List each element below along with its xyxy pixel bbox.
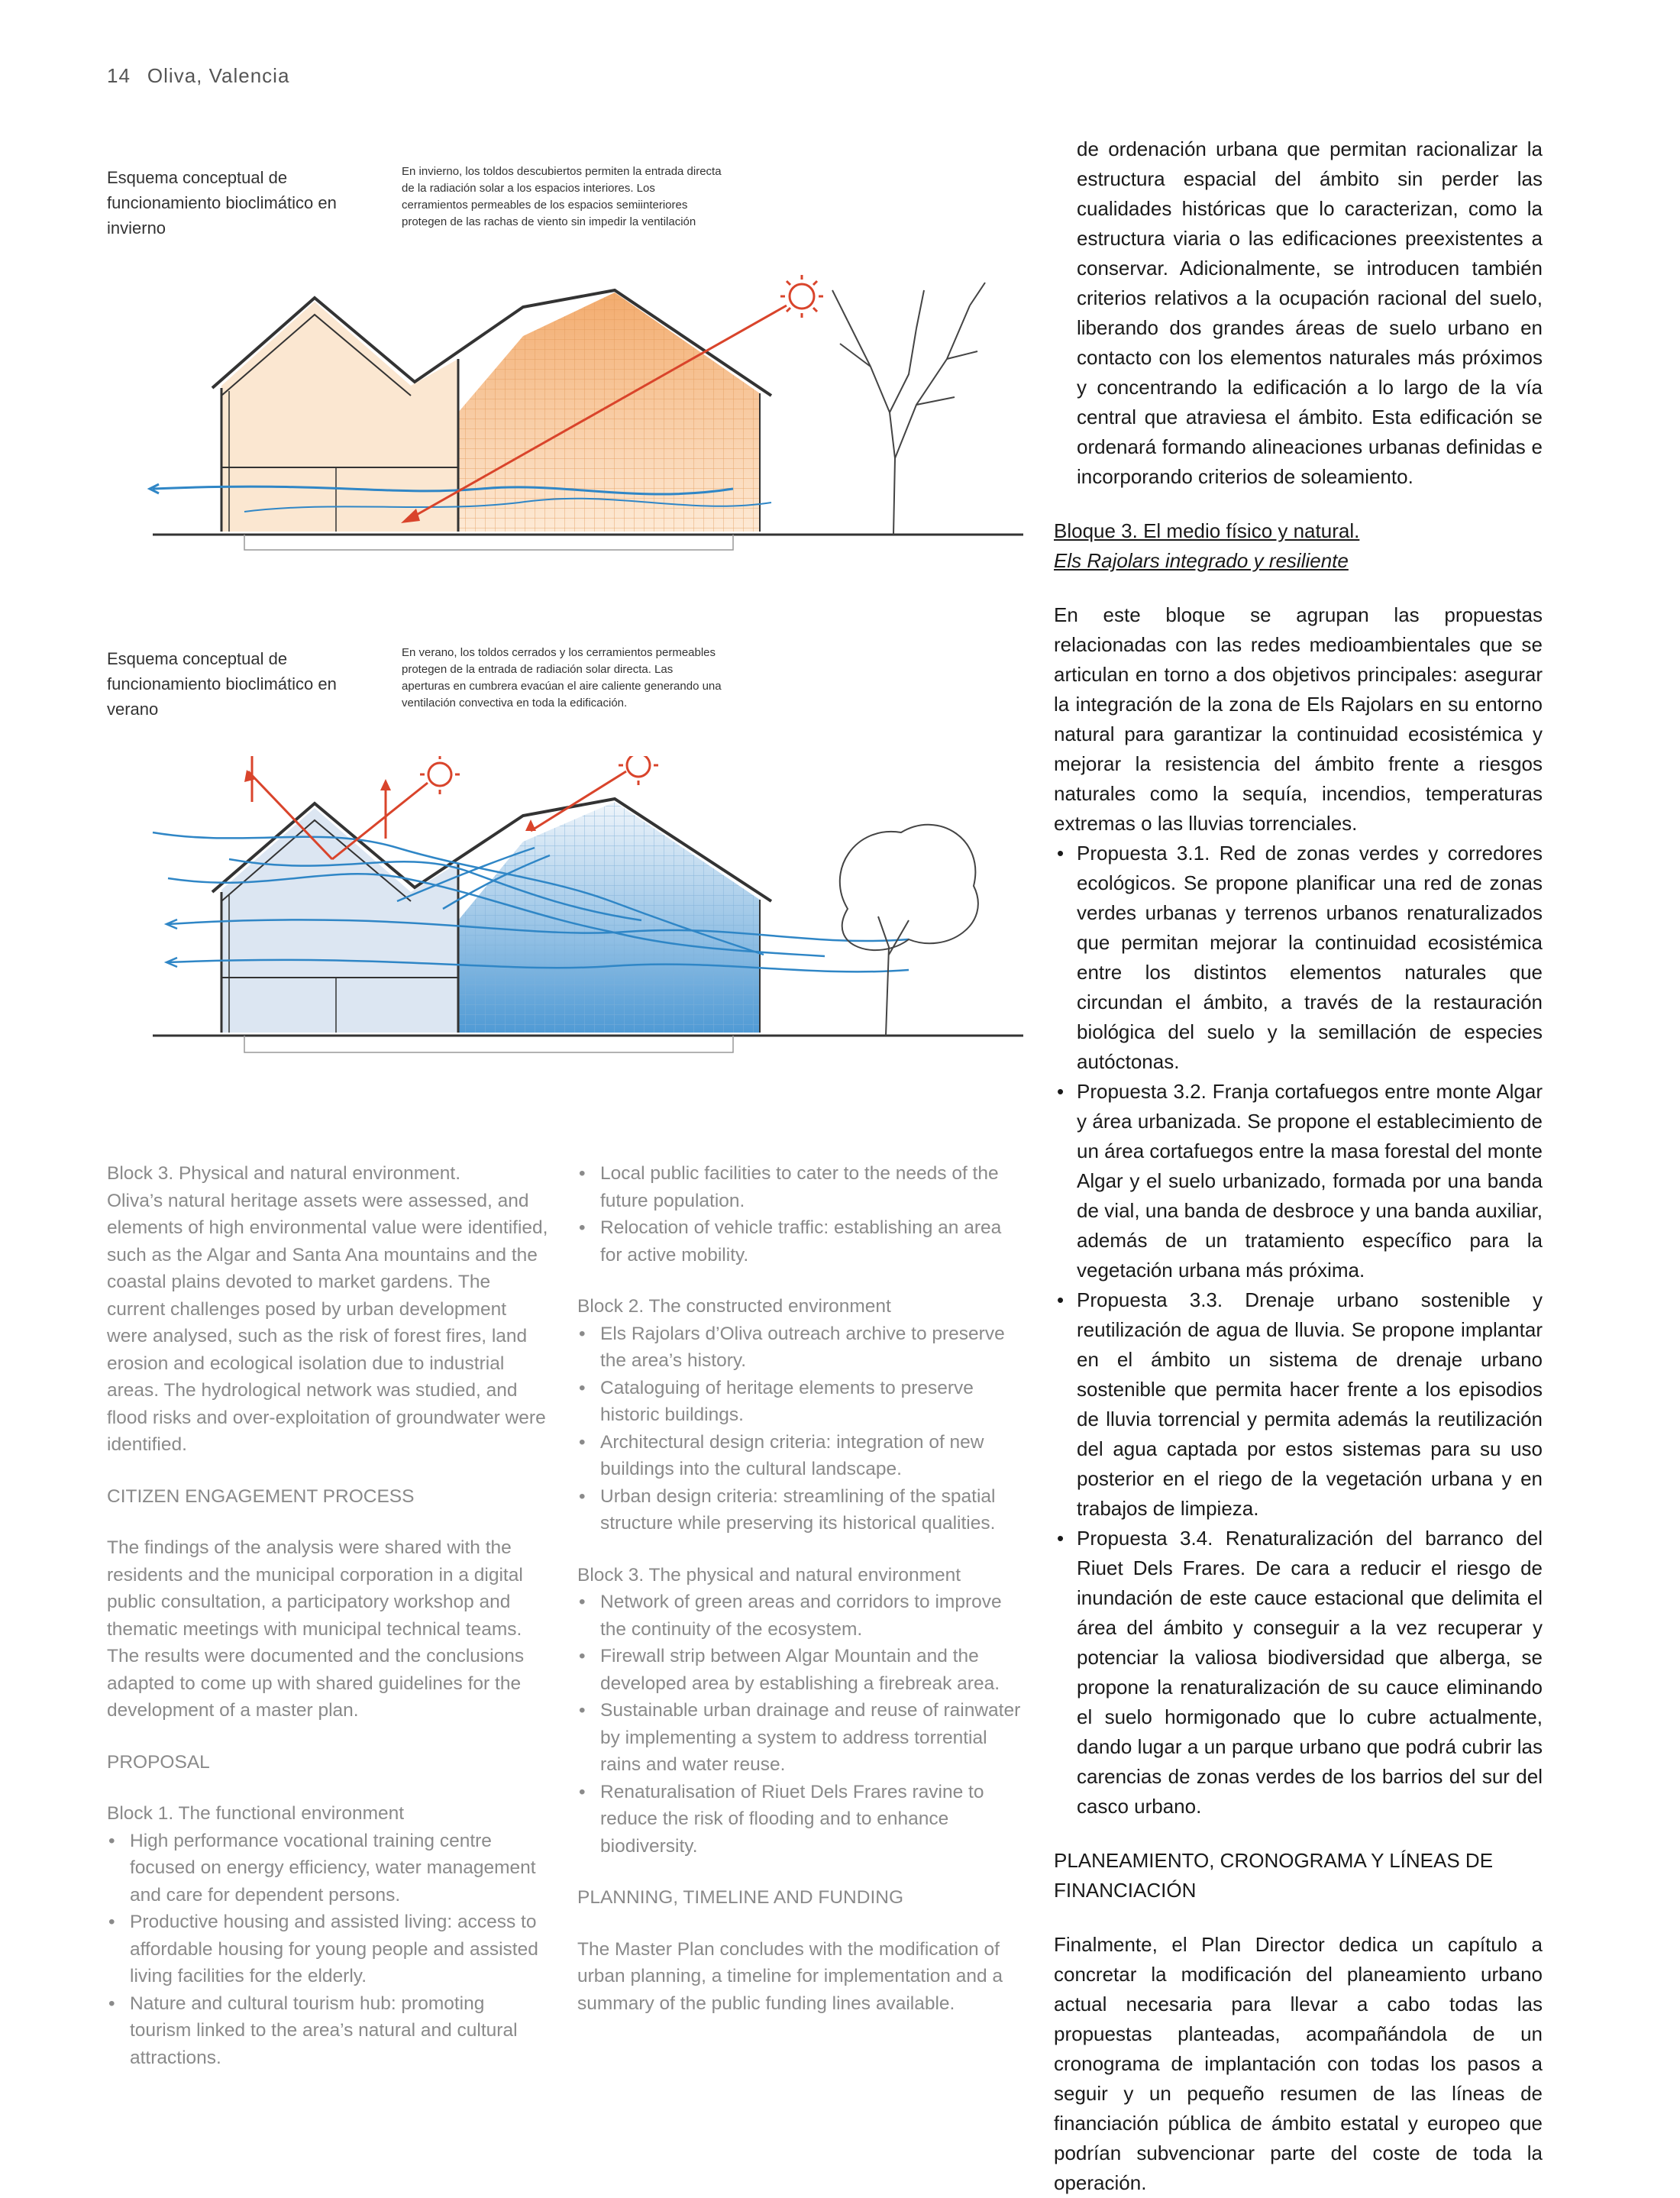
en-citizen-body: The findings of the analysis were shared with the residents and the municipal corporation in a digital public consultation, a participatory workshop and thematic meetings with municipal technical teams. The results were documented and the conclusions adapted to come up with shared guidelines for the development of a master plan. (107, 1537, 525, 1721)
en-block1-list (107, 1828, 550, 2072)
winter-section-diagram (137, 260, 1039, 580)
es-block3-subtitle: Els Rajolars integrado y resiliente (1054, 549, 1349, 572)
en-planning-heading: PLANNING, TIMELINE AND FUNDING (577, 1887, 904, 1908)
list-item: • Firewall strip between Algar Mountain and the developed area by establishing a firebreak area. (577, 1643, 1025, 1697)
list-item: • Sustainable urban drainage and reuse of rainwater by implementing a system to address torrential rains and water reuse. (577, 1697, 1025, 1779)
english-column-2 (577, 1160, 1025, 2017)
winter-building (153, 290, 1023, 550)
en-block1-title: Block 1. The functional environment (107, 1803, 405, 1824)
es-block3-title: Bloque 3. El medio físico y natural. (1054, 519, 1360, 542)
list-item: • Productive housing and assisted living: access to affordable housing for young people and assisted living facilities for the elderly. (107, 1909, 550, 1990)
list-item: • Propuesta 3.2. Franja cortafuegos entre monte Algar y área urbanizada. Se propone el establecimiento de un área cortafuegos entre la masa forestal del monte Algar y el suelo urbanizado, formada por una banda de vial, una banda de desbroce y una banda auxiliar, además de un tratamiento específico para la vegetación urbana más próxima. (1054, 1077, 1543, 1285)
en-block2-list (577, 1320, 1025, 1537)
list-item: • Els Rajolars d’Oliva outreach archive to preserve the area’s history. (577, 1320, 1025, 1375)
list-item: • Propuesta 3.1. Red de zonas verdes y corredores ecológicos. Se propone planificar una red de zonas verdes urbanas y terrenos urbanos renaturalizados que permitan mejorar la continuidad ecosistémica entre los distintos elementos naturales que circundan el ámbito, a través de la restauración biológica del suelo y la semillación de especies autóctonas. (1054, 839, 1543, 1077)
list-item: • Propuesta 3.3. Drenaje urbano sostenible y reutilización de agua de lluvia. Se propone implantar en el ámbito un sistema de drenaje urbano sostenible que permita hacer frente a los episodios de lluvia torrencial y permita además la reutilización del agua captada por estos sistemas para su uso posterior en el riego de la vegetación urbana y en trabajos de limpieza. (1054, 1285, 1543, 1524)
winter-figure-note: En invierno, los toldos descubiertos permiten la entrada directa de la radiación solar a los espacios interiores. Los cerramientos permeables de los espacios semiinteriores protegen de las rachas de viento sin impedir la ventilación (402, 165, 722, 228)
list-item: • Propuesta 3.4. Renaturalización del barranco del Riuet Dels Frares. De cara a reducir el riesgo de inundación de este cauce estacional que delimita el área del ámbito y conseguir a la vez recuperar y potenciar la valiosa biodiversidad que alberga, se propone la renaturalización de su cauce eliminando el suelo hormigonado que lo cubre actualmente, dando lugar a un parque urbano que podrá cubrir las carencias de zonas verdes de los barrios del sur del casco urbano. (1054, 1524, 1543, 1821)
es-planning-body: Finalmente, el Plan Director dedica un capítulo a concretar la modificación del planeamiento urbano actual necesaria para llevar a cabo todas las propuestas planteadas, acompañándola de un cronograma de implantación con todas los pasos a seguir y un pequeño resumen de las líneas de financiación pública de ámbito estatal y europeo que podrían subvencionar parte del coste de toda la operación. (1054, 1933, 1543, 2194)
summer-figure-caption: Esquema conceptual de funcionamiento bioclimático en verano (107, 649, 337, 719)
en-top-list (577, 1160, 1025, 1269)
summer-section-diagram (137, 756, 1039, 1069)
list-item: • Network of green areas and corridors to improve the continuity of the ecosystem. (577, 1589, 1025, 1643)
list-item: • Local public facilities to cater to the needs of the future population. (577, 1160, 1025, 1214)
en-block2-title: Block 2. The constructed environment (577, 1296, 891, 1317)
page-number: 14 (107, 64, 131, 87)
en-planning-body: The Master Plan concludes with the modification of urban planning, a timeline for implementation and a summary of the public funding lines available. (577, 1938, 1003, 2014)
leafy-tree-icon (840, 825, 978, 1036)
winter-figure-caption: Esquema conceptual de funcionamiento bioclimático en invierno (107, 168, 337, 238)
list-item: • Nature and cultural tourism hub: promoting tourism linked to the area’s natural and cultural attractions. (107, 1990, 550, 2072)
list-item: • Relocation of vehicle traffic: establishing an area for active mobility. (577, 1214, 1025, 1269)
summer-figure-note: En verano, los toldos cerrados y los cerramientos permeables protegen de la entrada de radiación solar directa. Las aperturas en cumbrera evacúan el aire caliente generando una ventilación convectiva en toda la edificación. (402, 646, 722, 710)
en-block3b-list (577, 1589, 1025, 1860)
en-citizen-heading: CITIZEN ENGAGEMENT PROCESS (107, 1485, 415, 1507)
list-item: • Renaturalisation of Riuet Dels Frares ravine to reduce the risk of flooding and to enhance biodiversity. (577, 1779, 1025, 1860)
en-block3-title: Block 3. Physical and natural environment. (107, 1163, 461, 1184)
en-block3-body: Oliva’s natural heritage assets were assessed, and elements of high environmental value were identified, such as the Algar and Santa Ana mountains and the coastal plains devoted to market gardens. The current challenges posed by urban development were analysed, such as the risk of forest fires, land erosion and ecological isolation due to industrial areas. The hydrological network was studied, and flood risks and over-exploitation of groundwater were identified. (107, 1190, 548, 1455)
spanish-column (1054, 134, 1543, 2198)
en-proposal-heading: PROPOSAL (107, 1751, 210, 1773)
list-item: • High performance vocational training centre focused on energy efficiency, water management and care for dependent persons. (107, 1828, 550, 1909)
es-planning-heading: PLANEAMIENTO, CRONOGRAMA Y LÍNEAS DE FINANCIACIÓN (1054, 1849, 1494, 1902)
en-block3b-title: Block 3. The physical and natural environment (577, 1564, 961, 1585)
running-title: Oliva, Valencia (147, 64, 290, 87)
bare-tree-icon (832, 283, 985, 535)
list-item: • Cataloguing of heritage elements to preserve historic buildings. (577, 1375, 1025, 1429)
list-item: • Architectural design criteria: integration of new buildings into the cultural landscape. (577, 1429, 1025, 1483)
es-intro: de ordenación urbana que permitan racionalizar la estructura espacial del ámbito sin perder las cualidades históricas que lo caracterizan, como la estructura viaria o las edificaciones preexistentes a conservar. Adicionalmente, se introducen también criterios relativos a la ocupación racional del suelo, liberando dos grandes áreas de suelo urbano en contacto con los elementos naturales más próximos y concentrando la edificación a lo largo de la vía central que atraviesa el ámbito. Esta edificación se ordenará formando alineaciones urbanas definidas e incorporando criterios de soleamiento. (1077, 137, 1543, 488)
es-block3-body: En este bloque se agrupan las propuestas relacionadas con las redes medioambientales que se articulan en torno a dos objetivos principales: asegurar la integración de la zona de Els Rajolars en su entorno natural para garantizar la continuidad ecosistémica y mejorar la resistencia del ámbito frente a riesgos naturales como la sequía, incendios, temperaturas extremas o las lluvias torrenciales. (1054, 603, 1543, 835)
list-item: • Urban design criteria: streamlining of the spatial structure while preserving its historical qualities. (577, 1483, 1025, 1537)
summer-sun-icon (420, 756, 460, 794)
es-proposals-list (1054, 839, 1543, 1821)
running-header (107, 64, 289, 88)
winter-sun-icon (780, 275, 823, 318)
english-column-1 (107, 1160, 550, 2071)
summer-sun-icon (619, 756, 658, 785)
